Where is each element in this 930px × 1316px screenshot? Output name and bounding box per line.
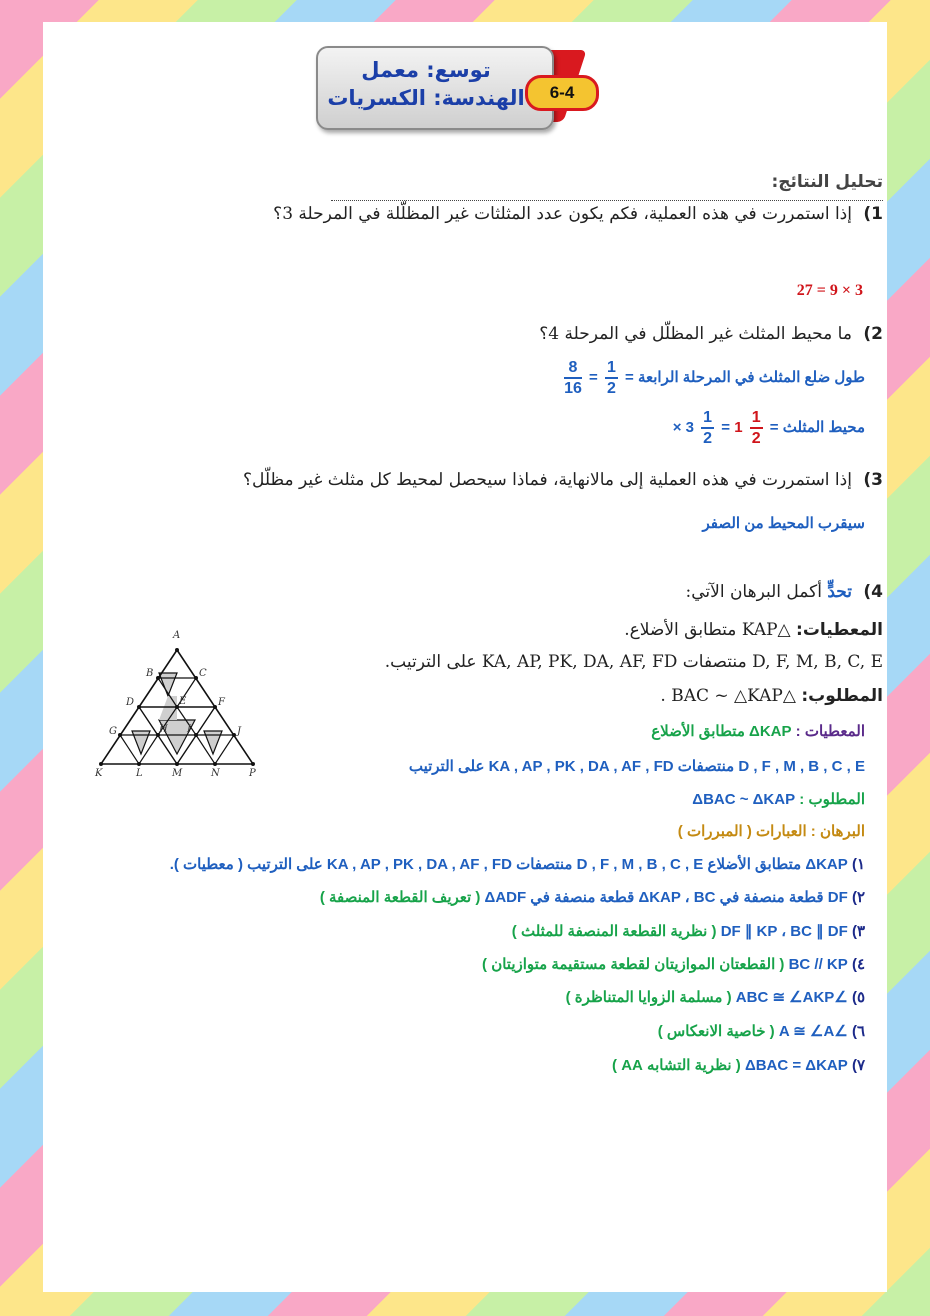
step-reason: ( مسلمة الزوايا المتناظرة )	[565, 989, 732, 1006]
step-reason: ( خاصية الانعكاس )	[657, 1023, 775, 1040]
step-reason: ( القطعتان الموازيتان لقطعة مستقيمة متوازيتان )	[482, 956, 785, 973]
prove-text: △BAC ~ △KAP .	[660, 686, 796, 706]
point-label: B	[146, 668, 154, 679]
step-number: ٧)	[851, 1057, 865, 1074]
point-label: K	[95, 768, 103, 779]
given-statement-2: D, F, M, B, C, E منتصفات KA, AP, PK, DA, AF, FD على الترتيب.	[384, 652, 883, 672]
question-number: 3)	[863, 470, 883, 490]
step-statement: ΔBAC = ΔKAP	[744, 1057, 848, 1074]
divider	[331, 200, 883, 201]
step-number: ١)	[851, 856, 865, 873]
proof-prove-line	[692, 790, 865, 808]
challenge-label: تحدٍّ	[827, 582, 852, 602]
question-1	[273, 204, 883, 224]
answer-1: 27 = 9 × 3	[796, 282, 863, 299]
given-line-text: ΔKAP متطابق الأضلاع	[651, 723, 792, 740]
proof-step	[612, 1056, 865, 1074]
given-line-label: المعطيات :	[795, 723, 865, 740]
point-label: D	[126, 697, 135, 708]
step-reason: ( معطيات ).	[169, 856, 243, 873]
step-number: ٣)	[851, 923, 865, 940]
proof-given-line	[651, 722, 865, 740]
point-label: G	[109, 726, 117, 737]
fraction-numerator: 8	[564, 358, 582, 379]
question-text: ما محيط المثلث غير المظلّل في المرحلة 4؟	[539, 324, 852, 344]
point-label: I	[187, 724, 191, 735]
point-label: H	[159, 724, 168, 735]
question-text: إذا استمررت في هذه العملية، فكم يكون عدد المثلثات غير المظلّلة في المرحلة 3؟	[273, 204, 852, 224]
proof-step	[482, 955, 865, 973]
answer-2-line1	[561, 358, 865, 398]
point-label: J	[237, 726, 242, 737]
step-reason: ( تعريف القطعة المنصفة )	[319, 889, 481, 906]
fraction-half-red	[750, 408, 763, 448]
question-4	[686, 582, 884, 602]
fraction-numerator: 1	[605, 358, 618, 379]
lesson-badge: 6-4	[525, 75, 599, 111]
point-label: N	[211, 768, 220, 779]
answer-2-line2	[673, 408, 865, 448]
question-text: إذا استمررت في هذه العملية إلى مالانهاية، فماذا سيحصل لمحيط كل مثلث غير مظلّل؟	[243, 470, 852, 490]
point-label: E	[179, 696, 187, 707]
fraction-denominator: 16	[564, 380, 582, 397]
shaded-center	[159, 696, 177, 720]
step-statement: ∠A ≅ ∠A	[778, 1023, 848, 1040]
fraction-denominator: 2	[703, 430, 713, 447]
page	[43, 22, 887, 1292]
fraction-denominator: 2	[606, 380, 616, 397]
fraction-eight-sixteenths	[564, 358, 582, 398]
point-label: M	[172, 768, 183, 779]
side-length-label: طول ضلع المثلث في المرحلة الرابعة =	[625, 368, 865, 386]
section-heading: تحليل النتائج:	[771, 172, 883, 192]
given-text: △KAP متطابق الأضلاع.	[624, 620, 791, 640]
question-number: 2)	[863, 324, 883, 344]
fraction-numerator: 1	[750, 408, 763, 429]
prove-line-label: المطلوب :	[799, 791, 865, 808]
answer-3: سيقرب المحيط من الصفر	[702, 515, 865, 532]
whole-number: 1	[734, 418, 743, 436]
proof-step	[170, 855, 865, 873]
proof-step	[658, 1022, 865, 1040]
prove-statement	[660, 686, 883, 706]
perimeter-label: محيط المثلث =	[769, 418, 865, 436]
step-statement: BC // KP	[788, 956, 848, 973]
step-number: ٦)	[851, 1023, 865, 1040]
point-label: C	[199, 668, 207, 679]
prove-line-text: ΔBAC ~ ΔKAP	[692, 791, 796, 808]
question-text: أكمل البرهان الآتي:	[685, 582, 822, 602]
question-2	[539, 324, 883, 344]
point-label: A	[173, 630, 181, 641]
equals-sign: =	[589, 368, 598, 386]
given-label: المعطيات:	[796, 620, 883, 640]
step-statement: DF ∥ KP ، BC ∥ DF	[720, 923, 848, 940]
point-label: L	[136, 768, 143, 779]
lesson-title-line2: الهندسة: الكسريات	[327, 86, 525, 110]
step-statement: ∠ABC ≅ ∠AKP	[735, 989, 848, 1006]
lesson-title	[326, 56, 526, 112]
given-statement	[624, 620, 883, 640]
lesson-title-line1: توسع: معمل	[361, 58, 491, 82]
point-label: F	[218, 697, 225, 708]
step-statement: ΔKAP متطابق الأضلاع D , F , M , B , C , E منتصفات KA , AP , PK , DA , AF , FD على الترتيب	[247, 856, 848, 873]
proof-midpoints-line: D , F , M , B , C , E منتصفات KA , AP , PK , DA , AF , FD على الترتيب	[408, 758, 865, 775]
question-number: 4)	[863, 582, 883, 602]
proof-step	[320, 888, 865, 906]
step-reason: ( نظرية القطعة المنصفة للمثلث )	[511, 923, 717, 940]
point-label: P	[249, 768, 256, 779]
question-3	[243, 470, 883, 490]
fraction-half-blue	[701, 408, 714, 448]
fraction-numerator: 1	[701, 408, 714, 429]
proof-heading: البرهان : العبارات ( المبررات )	[677, 823, 865, 840]
step-reason: ( نظرية التشابه AA )	[612, 1057, 741, 1074]
multiplier: 3 ×	[672, 418, 694, 436]
question-number: 1)	[863, 204, 883, 224]
step-statement: DF قطعة منصفة في ΔKAP ، BC قطعة منصفة في ΔADF	[484, 889, 848, 906]
step-number: ٤)	[851, 956, 865, 973]
fraction-denominator: 2	[751, 430, 761, 447]
proof-step	[566, 988, 865, 1006]
step-number: ٢)	[851, 889, 865, 906]
step-number: ٥)	[851, 989, 865, 1006]
fractal-triangle-figure	[91, 624, 261, 780]
proof-step	[512, 922, 865, 940]
fraction-half	[605, 358, 618, 398]
prove-label: المطلوب:	[801, 686, 883, 706]
equals-sign: =	[721, 418, 731, 436]
